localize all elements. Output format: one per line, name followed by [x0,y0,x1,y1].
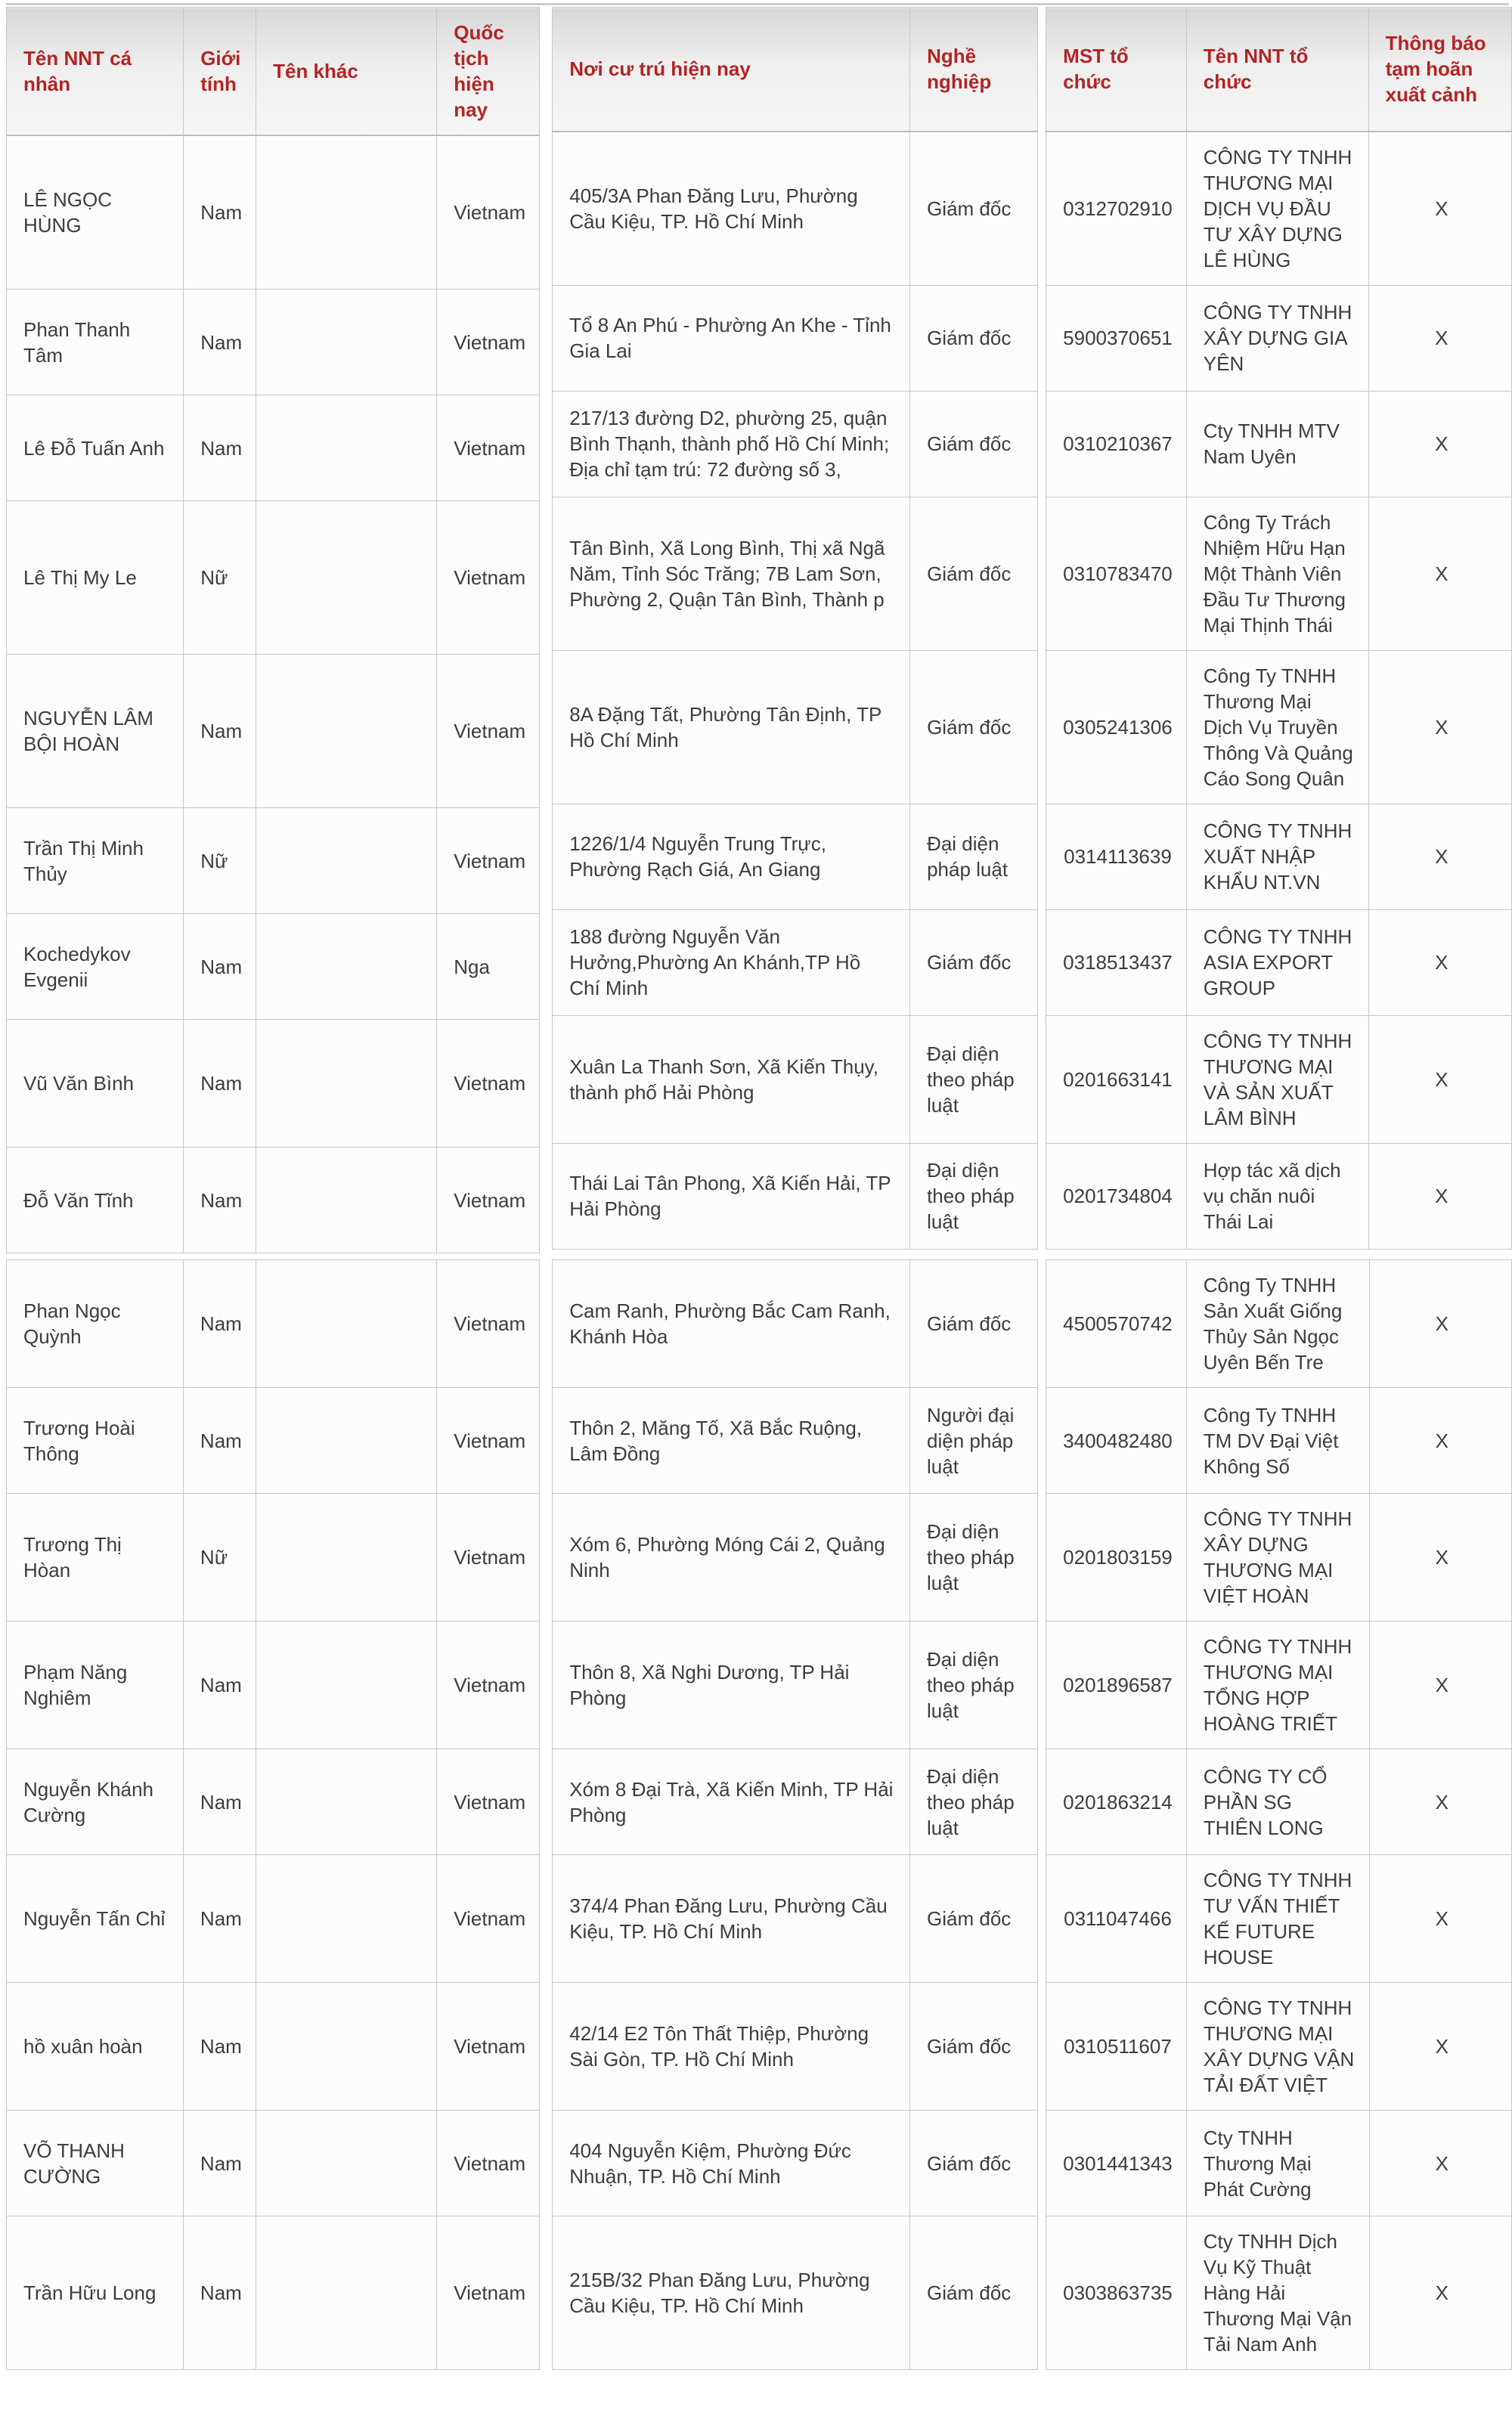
cell-exit-ban-mark: X [1368,391,1511,497]
cell-org-tax-code: 4500570742 [1046,1260,1187,1388]
cell-exit-ban-mark: X [1369,1260,1511,1388]
cell-gender: Nữ [183,1494,256,1622]
table-row [7,135,540,290]
cell-exit-ban-mark: X [1368,650,1511,804]
cell-person-name: Trương Thị Hòan [7,1494,184,1622]
cell-org-name: Công Ty TNHH TM DV Đại Việt Không Số [1186,1388,1369,1494]
cell-org-tax-code: 0301441343 [1046,2111,1187,2216]
table-row [7,808,540,914]
header-row [7,8,540,136]
cell-person-name: Trương Hoài Thông [7,1388,184,1494]
cell-occupation: Giám đốc [910,2216,1038,2370]
cell-exit-ban-mark: X [1369,1494,1511,1622]
cell-org-tax-code: 0314113639 [1046,804,1187,909]
cell-gender: Nam [184,914,256,1020]
col-header-thong-bao-tam-hoan: Thông báo tạm hoãn xuất cảnh [1368,8,1511,132]
cell-exit-ban-mark: X [1369,1622,1511,1749]
cell-gender: Nam [183,2216,256,2370]
table-group-organization [1046,1259,1512,2370]
table-row [553,1983,1038,2111]
table-row [7,914,540,1020]
cell-nationality: Vietnam [437,1260,540,1388]
cell-person-name: LÊ NGỌC HÙNG [7,135,184,290]
cell-nationality: Vietnam [437,501,540,655]
cell-other-name [256,655,437,808]
table-bands [6,7,1512,2370]
cell-other-name [256,501,437,655]
cell-org-name: CÔNG TY TNHH THƯƠNG MẠI TỔNG HỢP HOÀNG TRIẾT [1186,1622,1369,1749]
cell-person-name: Trần Thị Minh Thủy [7,808,184,914]
cell-org-name: CÔNG TY TNHH XÂY DỰNG GIA YÊN [1186,285,1368,391]
cell-address: 188 đường Nguyễn Văn Hưởng,Phường An Khánh,TP Hồ Chí Minh [553,909,910,1015]
cell-occupation: Giám đốc [910,650,1038,804]
cell-org-name: CÔNG TY TNHH XÂY DỰNG THƯƠNG MẠI VIỆT HOÀN [1186,1494,1369,1622]
cell-address: Xóm 6, Phường Móng Cái 2, Quảng Ninh [553,1494,910,1622]
cell-gender: Nam [184,1020,256,1148]
table-row [7,655,540,808]
table-row [553,1388,1038,1494]
cell-org-name: CÔNG TY TNHH THƯƠNG MẠI VÀ SẢN XUẤT LÂM BÌNH [1186,1015,1368,1143]
table-row [553,650,1038,804]
table-row [7,290,540,395]
cell-other-name [256,290,437,395]
cell-other-name [256,808,437,914]
cell-person-name: Phan Thanh Tâm [7,290,184,395]
cell-org-name: Công Ty TNHH Thương Mại Dịch Vụ Truyền Thông Và Quảng Cáo Song Quân [1186,650,1368,804]
cell-nationality: Vietnam [437,135,540,290]
cell-address: 374/4 Phan Đăng Lưu, Phường Cầu Kiệu, TP. Hồ Chí Minh [553,1855,910,1983]
cell-address: 217/13 đường D2, phường 25, quận Bình Thạnh, thành phố Hồ Chí Minh; Địa chỉ tạm trú: 72 đường số 3, [553,391,910,497]
table-row [553,391,1038,497]
cell-org-name: CÔNG TY TNHH TƯ VẤN THIẾT KẾ FUTURE HOUSE [1186,1855,1369,1983]
cell-occupation: Giám đốc [910,1983,1038,2111]
cell-org-tax-code: 0201663141 [1046,1015,1187,1143]
cell-gender: Nam [184,290,256,395]
col-header-ten-nnt-ca-nhan: Tên NNT cá nhân [7,8,184,136]
cell-address: Thôn 8, Xã Nghi Dương, TP Hải Phòng [553,1622,910,1749]
cell-other-name [256,1983,436,2111]
cell-org-name: CÔNG TY CỔ PHẦN SG THIÊN LONG [1186,1749,1369,1855]
cell-nationality: Vietnam [437,1148,540,1253]
table-row [553,132,1038,286]
table-row [553,2216,1038,2370]
cell-other-name [256,2111,436,2216]
cell-org-tax-code: 0310210367 [1046,391,1187,497]
cell-occupation: Đại diện theo pháp luật [910,1143,1038,1249]
table-row [1046,1388,1512,1494]
table-row [1046,497,1512,650]
cell-nationality: Vietnam [437,1855,540,1983]
col-header-noi-cu-tru: Nơi cư trú hiện nay [553,8,910,132]
table-row [7,1020,540,1148]
col-header-mst-to-chuc: MST tổ chức [1046,8,1187,132]
cell-gender: Nam [184,135,256,290]
table-row [1046,1260,1512,1388]
cell-other-name [256,1749,436,1855]
table-row [1046,804,1512,909]
table-row [553,2111,1038,2216]
table-row [7,1260,540,1388]
cell-address: 42/14 E2 Tôn Thất Thiệp, Phường Sài Gòn, TP. Hồ Chí Minh [553,1983,910,2111]
table-row [7,1148,540,1253]
table-row [1046,1015,1512,1143]
cell-org-tax-code: 0310511607 [1046,1983,1187,2111]
table-row [553,285,1038,391]
cell-nationality: Vietnam [437,290,540,395]
cell-gender: Nam [183,1260,256,1388]
table-row [553,1749,1038,1855]
cell-org-name: CÔNG TY TNHH XUẤT NHẬP KHẨU NT.VN [1186,804,1368,909]
cell-org-tax-code: 0303863735 [1046,2216,1187,2370]
table-section [6,7,1512,1253]
cell-person-name: Nguyễn Khánh Cường [7,1749,184,1855]
cell-person-name: VÕ THANH CƯỜNG [7,2111,184,2216]
col-header-ten-khac: Tên khác [256,8,437,136]
cell-gender: Nam [184,655,256,808]
cell-nationality: Vietnam [437,1749,540,1855]
table-row [7,1855,540,1983]
cell-nationality: Vietnam [437,1983,540,2111]
cell-exit-ban-mark: X [1369,1983,1511,2111]
cell-person-name: Đỗ Văn Tĩnh [7,1148,184,1253]
table-group-person [6,7,540,1253]
cell-gender: Nam [183,1388,256,1494]
cell-nationality: Vietnam [437,1494,540,1622]
header-row [553,8,1038,132]
cell-gender: Nam [183,1855,256,1983]
cell-nationality: Vietnam [437,1622,540,1749]
table-row [1046,2216,1512,2370]
cell-nationality: Vietnam [437,2111,540,2216]
table-row [1046,650,1512,804]
cell-other-name [256,395,437,501]
table-row [7,501,540,655]
cell-nationality: Nga [437,914,540,1020]
table-row [1046,132,1512,286]
table-row [553,804,1038,909]
cell-occupation: Đại diện theo pháp luật [910,1622,1038,1749]
table-row [7,1494,540,1622]
cell-address: Thôn 2, Măng Tố, Xã Bắc Ruộng, Lâm Đồng [553,1388,910,1494]
col-header-ten-nnt-to-chuc: Tên NNT tổ chức [1186,8,1368,132]
table-group-residence [552,1259,1038,2370]
table-row [553,1622,1038,1749]
cell-exit-ban-mark: X [1368,132,1511,286]
cell-other-name [256,1148,437,1253]
cell-other-name [256,1260,436,1388]
cell-address: 8A Đặng Tất, Phường Tân Định, TP Hồ Chí Minh [553,650,910,804]
table-group-person [6,1259,540,2370]
cell-org-tax-code: 3400482480 [1046,1388,1187,1494]
cell-exit-ban-mark: X [1369,1855,1511,1983]
cell-nationality: Vietnam [437,395,540,501]
cell-occupation: Giám đốc [910,285,1038,391]
cell-exit-ban-mark: X [1368,1143,1511,1249]
cell-exit-ban-mark: X [1368,497,1511,650]
cell-address: 404 Nguyễn Kiệm, Phường Đức Nhuận, TP. Hồ Chí Minh [553,2111,910,2216]
cell-person-name: Kochedykov Evgenii [7,914,184,1020]
table-row [7,2216,540,2370]
cell-org-tax-code: 0305241306 [1046,650,1187,804]
cell-other-name [256,135,437,290]
cell-org-tax-code: 0312702910 [1046,132,1187,286]
cell-occupation: Giám đốc [910,909,1038,1015]
cell-occupation: Giám đốc [910,1855,1038,1983]
table-row [7,1749,540,1855]
cell-address: 405/3A Phan Đăng Lưu, Phường Cầu Kiệu, TP. Hồ Chí Minh [553,132,910,286]
cell-exit-ban-mark: X [1369,2111,1511,2216]
cell-person-name: Vũ Văn Bình [7,1020,184,1148]
cell-gender: Nữ [184,501,256,655]
cell-org-tax-code: 0318513437 [1046,909,1187,1015]
cell-gender: Nam [183,1622,256,1749]
cell-org-name: CÔNG TY TNHH THƯƠNG MẠI DỊCH VỤ ĐẦU TƯ XÂY DỰNG LÊ HÙNG [1186,132,1368,286]
table-row [553,1494,1038,1622]
cell-address: Tổ 8 An Phú - Phường An Khe - Tỉnh Gia Lai [553,285,910,391]
cell-org-tax-code: 0201803159 [1046,1494,1187,1622]
table-row [1046,909,1512,1015]
cell-org-name: Công Ty Trách Nhiệm Hữu Hạn Một Thành Viên Đầu Tư Thương Mại Thịnh Thái [1186,497,1368,650]
cell-org-name: Hợp tác xã dịch vụ chăn nuôi Thái Lai [1186,1143,1368,1249]
cell-address: Tân Bình, Xã Long Bình, Thị xã Ngã Năm, Tỉnh Sóc Trăng; 7B Lam Sơn, Phường 2, Quận Tân Bình, Thành p [553,497,910,650]
table-row [1046,2111,1512,2216]
cell-person-name: Phạm Năng Nghiêm [7,1622,184,1749]
cell-org-tax-code: 0201896587 [1046,1622,1187,1749]
cell-org-tax-code: 0201863214 [1046,1749,1187,1855]
table-row [1046,1143,1512,1249]
table-section [6,1259,1512,2370]
table-row [7,1983,540,2111]
cell-exit-ban-mark: X [1369,1388,1511,1494]
cell-person-name: Nguyễn Tấn Chỉ [7,1855,184,1983]
cell-nationality: Vietnam [437,2216,540,2370]
cell-person-name: Lê Đỗ Tuấn Anh [7,395,184,501]
cell-person-name: Lê Thị My Le [7,501,184,655]
table-group-residence [552,7,1038,1250]
cell-occupation: Đại diện theo pháp luật [910,1494,1038,1622]
cell-gender: Nam [184,1148,256,1253]
col-header-gioi-tinh: Giới tính [184,8,256,136]
cell-other-name [256,1494,436,1622]
cell-other-name [256,2216,436,2370]
table-row [1046,391,1512,497]
cell-address: 1226/1/4 Nguyễn Trung Trực, Phường Rạch Giá, An Giang [553,804,910,909]
cell-occupation: Đại diện pháp luật [910,804,1038,909]
cell-occupation: Đại diện theo pháp luật [910,1015,1038,1143]
cell-occupation: Giám đốc [910,1260,1038,1388]
cell-gender: Nam [183,1983,256,2111]
cell-org-tax-code: 0201734804 [1046,1143,1187,1249]
col-header-nghe-nghiep: Nghề nghiệp [910,8,1038,132]
table-row [1046,285,1512,391]
table-row [1046,1855,1512,1983]
table-row [1046,1749,1512,1855]
table-row [7,2111,540,2216]
table-group-organization [1046,7,1512,1250]
cell-nationality: Vietnam [437,808,540,914]
header-row [1046,8,1512,132]
cell-other-name [256,914,437,1020]
cell-org-name: Công Ty TNHH Sản Xuất Giống Thủy Sản Ngọc Uyên Bến Tre [1186,1260,1369,1388]
table-row [553,497,1038,650]
cell-other-name [256,1020,437,1148]
cell-nationality: Vietnam [437,1020,540,1148]
table-row [7,1622,540,1749]
cell-other-name [256,1622,436,1749]
cell-gender: Nam [183,1749,256,1855]
cell-exit-ban-mark: X [1368,285,1511,391]
cell-address: Cam Ranh, Phường Bắc Cam Ranh, Khánh Hòa [553,1260,910,1388]
table-row [553,1143,1038,1249]
table-row [553,1260,1038,1388]
cell-nationality: Vietnam [437,1388,540,1494]
cell-gender: Nữ [184,808,256,914]
cell-occupation: Đại diện theo pháp luật [910,1749,1038,1855]
cell-org-name: CÔNG TY TNHH THƯƠNG MẠI XÂY DỰNG VẬN TẢI ĐẤT VIỆT [1186,1983,1369,2111]
cell-org-tax-code: 0311047466 [1046,1855,1187,1983]
cell-org-tax-code: 5900370651 [1046,285,1187,391]
cell-occupation: Giám đốc [910,391,1038,497]
col-header-quoc-tich: Quốc tịch hiện nay [437,8,540,136]
table-row [553,1855,1038,1983]
cell-person-name: Phan Ngọc Quỳnh [7,1260,184,1388]
cell-address: Xuân La Thanh Sơn, Xã Kiến Thụy, thành phố Hải Phòng [553,1015,910,1143]
cell-org-name: Cty TNHH Dịch Vụ Kỹ Thuật Hàng Hải Thương Mại Vận Tải Nam Anh [1186,2216,1369,2370]
cell-exit-ban-mark: X [1368,804,1511,909]
table-row [553,909,1038,1015]
cell-exit-ban-mark: X [1368,909,1511,1015]
cell-exit-ban-mark: X [1369,2216,1511,2370]
cell-person-name: Trần Hữu Long [7,2216,184,2370]
cell-nationality: Vietnam [437,655,540,808]
cell-org-tax-code: 0310783470 [1046,497,1187,650]
table-row [1046,1494,1512,1622]
cell-org-name: CÔNG TY TNHH ASIA EXPORT GROUP [1186,909,1368,1015]
cell-address: 215B/32 Phan Đăng Lưu, Phường Cầu Kiệu, TP. Hồ Chí Minh [553,2216,910,2370]
cell-occupation: Người đại diện pháp luật [910,1388,1038,1494]
cell-gender: Nam [184,395,256,501]
table-row [553,1015,1038,1143]
cell-other-name [256,1388,436,1494]
cell-occupation: Giám đốc [910,497,1038,650]
cell-occupation: Giám đốc [910,132,1038,286]
cell-other-name [256,1855,436,1983]
cell-occupation: Giám đốc [910,2111,1038,2216]
cell-exit-ban-mark: X [1368,1015,1511,1143]
cell-person-name: NGUYỄN LÂM BỘI HOÀN [7,655,184,808]
table-row [7,395,540,501]
table-row [7,1388,540,1494]
cell-address: Thái Lai Tân Phong, Xã Kiến Hải, TP Hải Phòng [553,1143,910,1249]
cell-exit-ban-mark: X [1369,1749,1511,1855]
cell-gender: Nam [183,2111,256,2216]
cell-org-name: Cty TNHH MTV Nam Uyên [1186,391,1368,497]
cell-org-name: Cty TNHH Thương Mại Phát Cường [1186,2111,1369,2216]
table-row [1046,1622,1512,1749]
cell-person-name: hồ xuân hoàn [7,1983,184,2111]
cell-address: Xóm 8 Đại Trà, Xã Kiến Minh, TP Hải Phòng [553,1749,910,1855]
table-row [1046,1983,1512,2111]
